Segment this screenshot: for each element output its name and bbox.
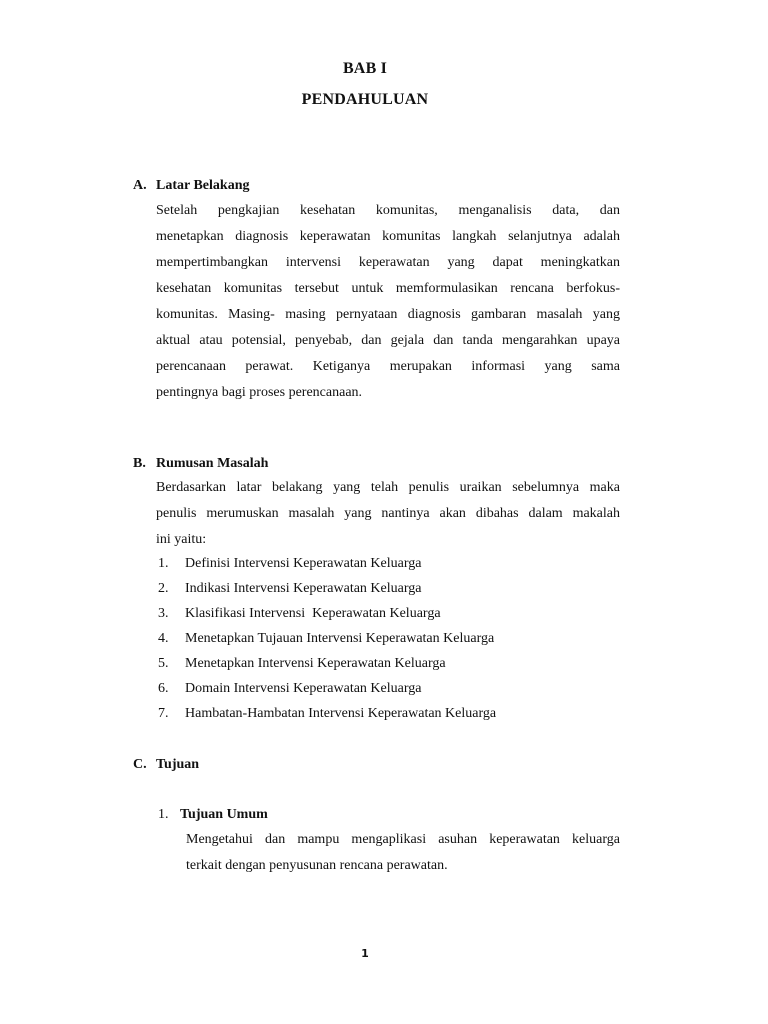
section-b-title: Rumusan Masalah (156, 456, 269, 471)
problem-list (158, 551, 496, 726)
subsection-title: Tujuan Umum (180, 807, 268, 822)
list-item-text: Menetapkan Tujauan Intervensi Keperawatan Keluarga (185, 631, 495, 646)
section-a-title: Latar Belakang (156, 178, 250, 193)
list-item-number: 1. (158, 556, 169, 571)
chapter-title: PENDAHULUAN (301, 91, 429, 108)
paragraph-line: mempertimbangkan intervensi keperawatan yang dapat meningkatkan (156, 255, 620, 270)
section-c-letter: C. (133, 757, 147, 772)
list-item-text: Hambatan-Hambatan Intervensi Keperawatan Keluarga (185, 706, 497, 721)
section-b-letter: B. (133, 456, 146, 471)
list-item-text: Domain Intervensi Keperawatan Keluarga (185, 681, 422, 696)
section-b-paragraph (156, 475, 620, 553)
list-item-number: 4. (158, 631, 169, 646)
paragraph-line: Setelah pengkajian kesehatan komunitas, menganalisis data, dan (156, 203, 620, 218)
subsection-number: 1. (158, 807, 169, 822)
list-item (158, 626, 496, 651)
list-item-number: 5. (158, 656, 169, 671)
list-item (158, 676, 496, 701)
list-item (158, 551, 496, 576)
list-item-number: 3. (158, 606, 169, 621)
paragraph-line: perencanaan perawat. Ketiganya merupakan informasi yang sama (156, 359, 620, 374)
paragraph-line: terkait dengan penyusunan rencana perawatan. (186, 858, 448, 873)
chapter-number: BAB I (342, 60, 388, 77)
list-item (158, 651, 496, 676)
paragraph-line: Berdasarkan latar belakang yang telah penulis uraikan sebelumnya maka (156, 480, 620, 495)
paragraph-line: menetapkan diagnosis keperawatan komunitas langkah selanjutnya adalah (156, 229, 620, 244)
paragraph-line: penulis merumuskan masalah yang nantinya akan dibahas dalam makalah (156, 506, 620, 521)
list-item-number: 2. (158, 581, 169, 596)
section-a-letter: A. (133, 178, 147, 193)
list-item-text: Menetapkan Intervensi Keperawatan Keluarga (185, 656, 446, 671)
paragraph-line: Mengetahui dan mampu mengaplikasi asuhan keperawatan keluarga (186, 832, 620, 847)
section-c-title: Tujuan (156, 757, 200, 772)
list-item (158, 601, 496, 626)
list-item-number: 7. (158, 706, 169, 721)
list-item-number: 6. (158, 681, 169, 696)
page-number: 1 (361, 947, 369, 960)
paragraph-line: aktual atau potensial, penyebab, dan gejala dan tanda mengarahkan upaya (156, 333, 620, 348)
subsection-paragraph (186, 827, 620, 879)
paragraph-line: ini yaitu: (156, 532, 207, 547)
paragraph-line: komunitas. Masing- masing pernyataan diagnosis gambaran masalah yang (156, 307, 620, 322)
list-item-text: Indikasi Intervensi Keperawatan Keluarga (185, 581, 422, 596)
section-a-paragraph (156, 198, 620, 406)
list-item-text: Klasifikasi Intervensi Keperawatan Keluarga (185, 606, 441, 621)
list-item (158, 576, 496, 601)
paragraph-line: kesehatan komunitas tersebut untuk memformulasikan rencana berfokus- (156, 281, 620, 296)
list-item (158, 701, 496, 726)
list-item-text: Definisi Intervensi Keperawatan Keluarga (185, 556, 422, 571)
paragraph-line: pentingnya bagi proses perencanaan. (156, 385, 363, 400)
